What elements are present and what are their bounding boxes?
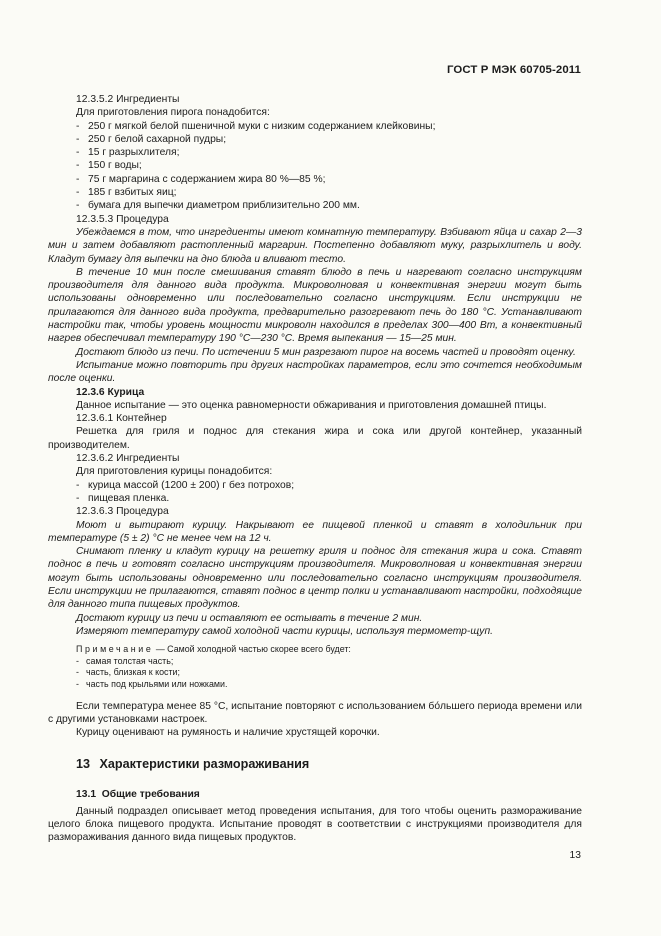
list-item: - бумага для выпечки диаметром приблизительно 200 мм. <box>76 199 582 212</box>
clause-heading: 12.3.6.3 Процедура <box>76 506 169 518</box>
paragraph: Курицу оценивают на румяность и наличие хрустящей корочки. <box>76 727 380 739</box>
paragraph: Достают блюдо из печи. По истечении 5 мин разрезают пирог на восемь частей и проводят оценку. <box>76 346 576 358</box>
paragraph: Убеждаемся в том, что ингредиенты имеют комнатную температуру. Взбивают яйца и сахар 2—3 мин и затем добавляют растопленный маргарин. Постепенно добавляют муку, разрыхлитель и воду. Кладут бумагу для выпечки на дно блюда и вливают тесто. <box>48 226 582 265</box>
paragraph: Испытание можно повторить при других настройках параметров, если это сочтется необходимым после оценки. <box>48 359 582 385</box>
note-list-item: - самая толстая часть; <box>76 656 582 668</box>
page-content <box>48 93 582 845</box>
list-item: - курица массой (1200 ± 200) г без потрохов; <box>76 479 582 492</box>
paragraph: Моют и вытирают курицу. Накрывают ее пищевой пленкой и ставят в холодильник при температуре (5 ± 2) °С не менее чем на 12 ч. <box>48 519 582 544</box>
subsection-title: Общие требования <box>101 789 200 801</box>
paragraph: Данное испытание — это оценка равномерности обжаривания и приготовления домашней птицы. <box>76 399 547 411</box>
paragraph: Решетка для гриля и поднос для стекания жира и сока или другой контейнер, указанный производителем. <box>48 426 582 451</box>
paragraph: Для приготовления курицы понадобится: <box>76 466 273 478</box>
paragraph: Снимают пленку и кладут курицу на решетку гриля и поднос для стекания жира и сока. Ставят поднос в печь и готовят согласно инструкциям производителя. Микроволновая и конвективная энергии могут быть использованы одновременно или последовательно согласно инструкциям производителя. Если инструкции не прилагаются, ставят поднос в центр полки и устанавливают настройки, подходящие для данного типа пищевых продуктов. <box>48 546 582 611</box>
clause-heading: 12.3.6.1 Контейнер <box>76 413 167 425</box>
paragraph: Измеряют температуру самой холодной части курицы, используя термометр-щуп. <box>76 625 493 637</box>
list-item: - 185 г взбитых яиц; <box>76 186 582 199</box>
clause-heading: 12.3.6.2 Ингредиенты <box>76 453 180 465</box>
note-text: — Самой холодной частью скорее всего будет: <box>153 644 351 655</box>
note-list-item: - часть под крыльями или ножками. <box>76 679 582 691</box>
clause-heading: 12.3.5.3 Процедура <box>76 213 169 225</box>
list-item: - 15 г разрыхлителя; <box>76 146 582 159</box>
list-item: - 75 г маргарина с содержанием жира 80 %—85 %; <box>76 173 582 186</box>
list-item: - 150 г воды; <box>76 159 582 172</box>
clause-heading: 12.3.5.2 Ингредиенты <box>76 94 180 105</box>
paragraph: Если температура менее 85 °С, испытание повторяют с использованием бо́льшего периода времени или с другими установками настроек. <box>48 700 582 725</box>
section-title: Характеристики размораживания <box>99 757 310 772</box>
page-number: 13 <box>569 850 581 861</box>
note-line <box>48 644 582 656</box>
note-list-item: - часть, близкая к кости; <box>76 667 582 679</box>
section-heading <box>76 756 582 772</box>
note-block <box>48 644 582 690</box>
paragraph: Данный подраздел описывает метод проведения испытания, для того чтобы оценить размораживание целого блока пищевого продукта. Испытание проводят в соответствии с инструкциями производителя для размораживания данного вида пищевых продуктов. <box>48 805 582 844</box>
paragraph: Достают курицу из печи и оставляют ее остывать в течение 2 мин. <box>76 612 423 624</box>
list-item: - 250 г белой сахарной пудры; <box>76 133 582 146</box>
list-item: - пищевая пленка. <box>76 492 582 505</box>
clause-heading: 12.3.6 Курица <box>76 386 145 398</box>
subsection-heading <box>76 788 582 801</box>
paragraph: В течение 10 мин после смешивания ставят блюдо в печь и нагревают согласно инструкциям производителя для данного вида продукта. Микроволновая и конвективная энергии могут быть использованы одновременно или последовательно согласно инструкциям. Если инструкции не прилагаются для данного вида продукта, предварительно разогревают печь до 180 °С. Устанавливают настройки так, чтобы уровень мощности микроволн находился в пределах 300—400 Вт, а конвективный нагрев обеспечивал температуру 190 °С—230 °С. Время выпекания — 15—25 мин. <box>48 266 582 345</box>
standard-header: ГОСТ Р МЭК 60705-2011 <box>447 64 581 76</box>
subsection-number: 13.1 <box>76 789 97 801</box>
paragraph: Для приготовления пирога понадобится: <box>76 107 270 119</box>
section-number: 13 <box>76 757 91 772</box>
list-item: - 250 г мягкой белой пшеничной муки с низким содержанием клейковины; <box>76 120 582 133</box>
note-label: Примечание <box>76 644 154 655</box>
